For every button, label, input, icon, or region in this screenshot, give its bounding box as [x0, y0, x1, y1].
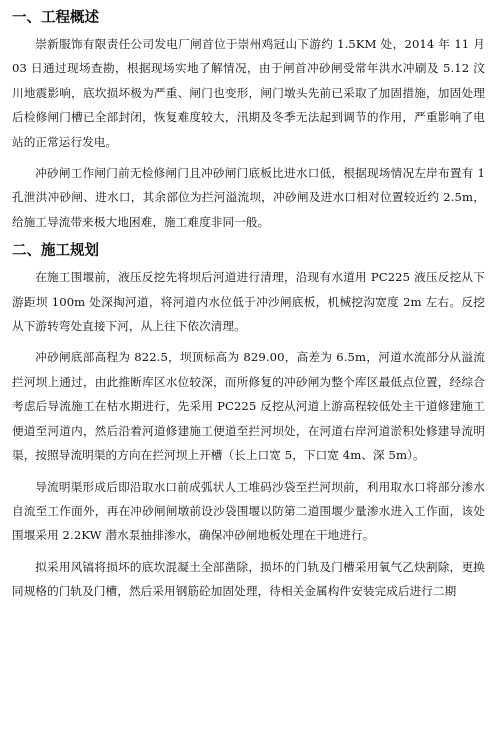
paragraph: 崇新服饰有限责任公司发电厂闸首位于崇州鸡冠山下游约 1.5KM 处，2014 年 11 月 03 日通过现场查勘，根据现场实地了解情况，由于闸首冲砂闸受常年洪水冲刷及 5.12 汶川地震影响，底坎损坏极为严重、闸门也变形，闸门墩头先前已采取了加固措施，加固处理后检修闸门槽已全部封闭，恢复难度较大，汛期及冬季无法起到调节的作用，严重影响了电站的正常运行发电。: [12, 37, 485, 149]
paragraph: 导流明渠形成后即沿取水口前成弧状人工堆码沙袋至拦河坝前，利用取水口将部分渗水自流至工作面外，再在冲砂闸闸墩前设沙袋围堰以防第二道围堰少量渗水进入工作面，该处围堰采用 2.2KW 潜水泵抽排渗水，确保冲砂闸地板处理在干地进行。: [12, 479, 485, 543]
paragraph: 拟采用风镐将损坏的底坎混凝土全部凿除，损坏的门轨及门槽采用氧气乙炔割除，更换同规格的门轨及门槽，然后采用钢筋砼加固处理，待相关金属构件安装完成后进行二期: [12, 559, 485, 599]
paragraph: 冲砂闸底部高程为 822.5，坝顶标高为 829.00，高差为 6.5m，河道水流部分从溢流拦河坝上通过，由此推断库区水位较深，而所修复的冲砂闸为整个库区最低点位置，经综合考虑后导流施工在枯水期进行，先采用 PC225 反挖从河道上游高程较低处主干道修建施工便道至河道内，然后沿着河道修建施工便道至拦河坝处，在河道右岸河道淤积处修建导流明渠，按照导流明渠的方向在拦河坝上开槽（长上口宽 5，下口宽 4m、深 5m）。: [12, 350, 485, 463]
paragraph: 冲砂闸工作闸门前无检修闸门且冲砂闸门底板比进水口低，根据现场情况左岸布置有 1 孔泄洪冲砂闸、进水口，其余部位为拦河溢流坝，冲砂闸及进水口相对位置较近约 2.5m，给施工导流带来极大地困难，施工难度非同一般。: [12, 166, 485, 229]
section-heading-planning: 二、施工规划: [12, 243, 99, 260]
paragraph: 在施工围堰前，液压反挖先将坝后河道进行清理，沿现有水道用 PC225 液压反挖从下游距坝 100m 处深掏河道，将河道内水位低于冲沙闸底板，机械挖沟宽度 2m 左右。反挖从下游转弯处直接下河，从上往下依次清理。: [12, 270, 485, 334]
section-heading-overview: 一、工程概述: [12, 10, 99, 26]
